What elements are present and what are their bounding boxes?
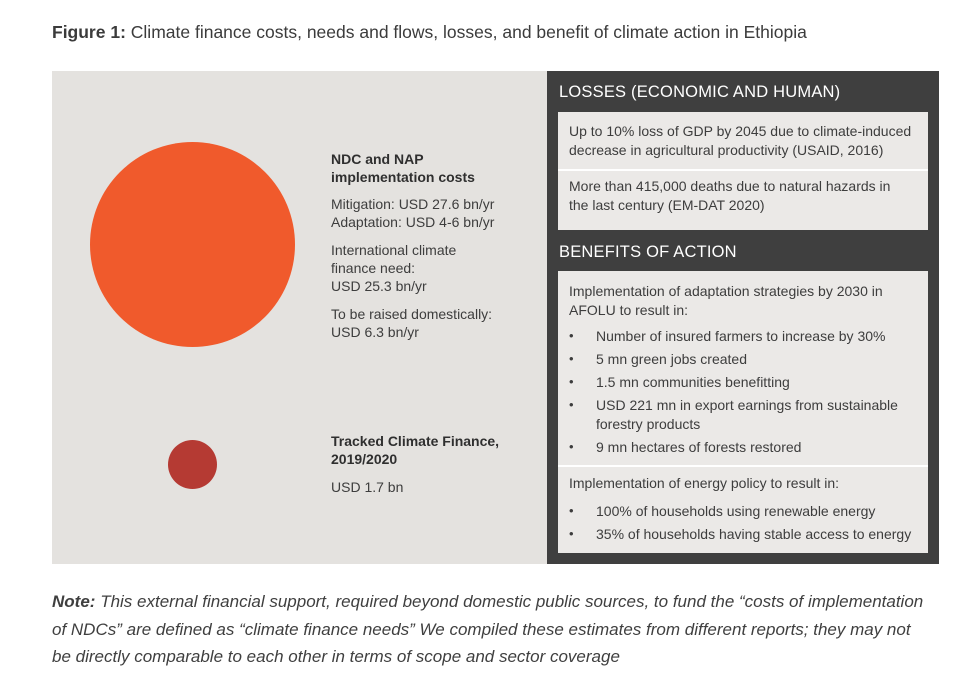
note-line-3: be directly comparable to each other in terms of scope and sector coverage: [52, 647, 620, 666]
international-finance-need: International climate finance need: USD 25.3 bn/yr: [331, 242, 457, 294]
loss-gdp: Up to 10% loss of GDP by 2045 due to climate-induced decrease in agricultural productivity (USAID, 2016): [569, 123, 912, 158]
note-line-2: of NDCs” are defined as “climate finance needs” We compiled these estimates from different reports; they may not: [52, 619, 911, 639]
ndc-costs-breakdown: [331, 195, 494, 231]
bullet-marker: •: [569, 351, 574, 366]
bullet-export-earnings: USD 221 mn in export earnings from sustainable: [596, 397, 898, 413]
mitigation-cost: Mitigation: USD 27.6 bn/yr: [331, 196, 495, 212]
energy-intro: Implementation of energy policy to result in:: [569, 475, 840, 491]
tracked-finance-value: USD 1.7 bn: [331, 479, 404, 495]
bullet-marker: •: [569, 328, 574, 343]
bullet-stable-access: 35% of households having stable access to energy: [596, 526, 912, 542]
bullet-marker: •: [569, 374, 574, 389]
bullet-forests-restored: 9 mn hectares of forests restored: [596, 439, 802, 455]
adaptation-cost: Adaptation: USD 4-6 bn/yr: [331, 214, 495, 230]
bullet-communities: 1.5 mn communities benefitting: [596, 374, 790, 390]
bullet-marker: •: [569, 503, 574, 518]
adaptation-intro: Implementation of adaptation strategies by 2030 in AFOLU to result in:: [569, 283, 883, 318]
domestic-finance: To be raised domestically: USD 6.3 bn/yr: [331, 306, 493, 340]
losses-box: [558, 112, 928, 230]
losses-benefits-panel: [547, 71, 939, 564]
benefits-box: [558, 271, 928, 553]
costs-panel: [52, 71, 547, 564]
bullet-renewable-energy: 100% of households using renewable energy: [596, 503, 876, 519]
bullet-green-jobs: 5 mn green jobs created: [596, 351, 747, 367]
benefits-header: BENEFITS OF ACTION: [559, 243, 737, 261]
bullet-marker: •: [569, 526, 574, 541]
figure-title-text: Climate finance costs, needs and flows, losses, and benefit of climate action in Ethiopia: [130, 22, 807, 42]
benefits-divider: [558, 465, 928, 467]
losses-divider: [558, 169, 928, 171]
bullet-insured-farmers: Number of insured farmers to increase by 30%: [596, 328, 886, 344]
note-line-1: This external financial support, required beyond domestic public sources, to fund the “costs of implementation: [100, 592, 924, 611]
losses-header: LOSSES (ECONOMIC AND HUMAN): [559, 83, 841, 101]
note-label: Note:: [52, 592, 96, 611]
ndc-costs-circle: [90, 142, 295, 347]
bullet-marker: •: [569, 397, 574, 412]
ndc-costs-title: NDC and NAP implementation costs: [331, 151, 475, 185]
figure-note: [52, 588, 952, 671]
loss-deaths: More than 415,000 deaths due to natural hazards in the last century (EM-DAT 2020): [569, 178, 891, 213]
bullet-marker: •: [569, 439, 574, 454]
tracked-finance-circle: [168, 440, 217, 489]
figure-label: Figure 1:: [52, 22, 126, 42]
figure-title: [52, 22, 807, 43]
tracked-finance-title: Tracked Climate Finance, 2019/2020: [331, 433, 500, 467]
bullet-export-earnings-cont: forestry products: [596, 416, 701, 432]
